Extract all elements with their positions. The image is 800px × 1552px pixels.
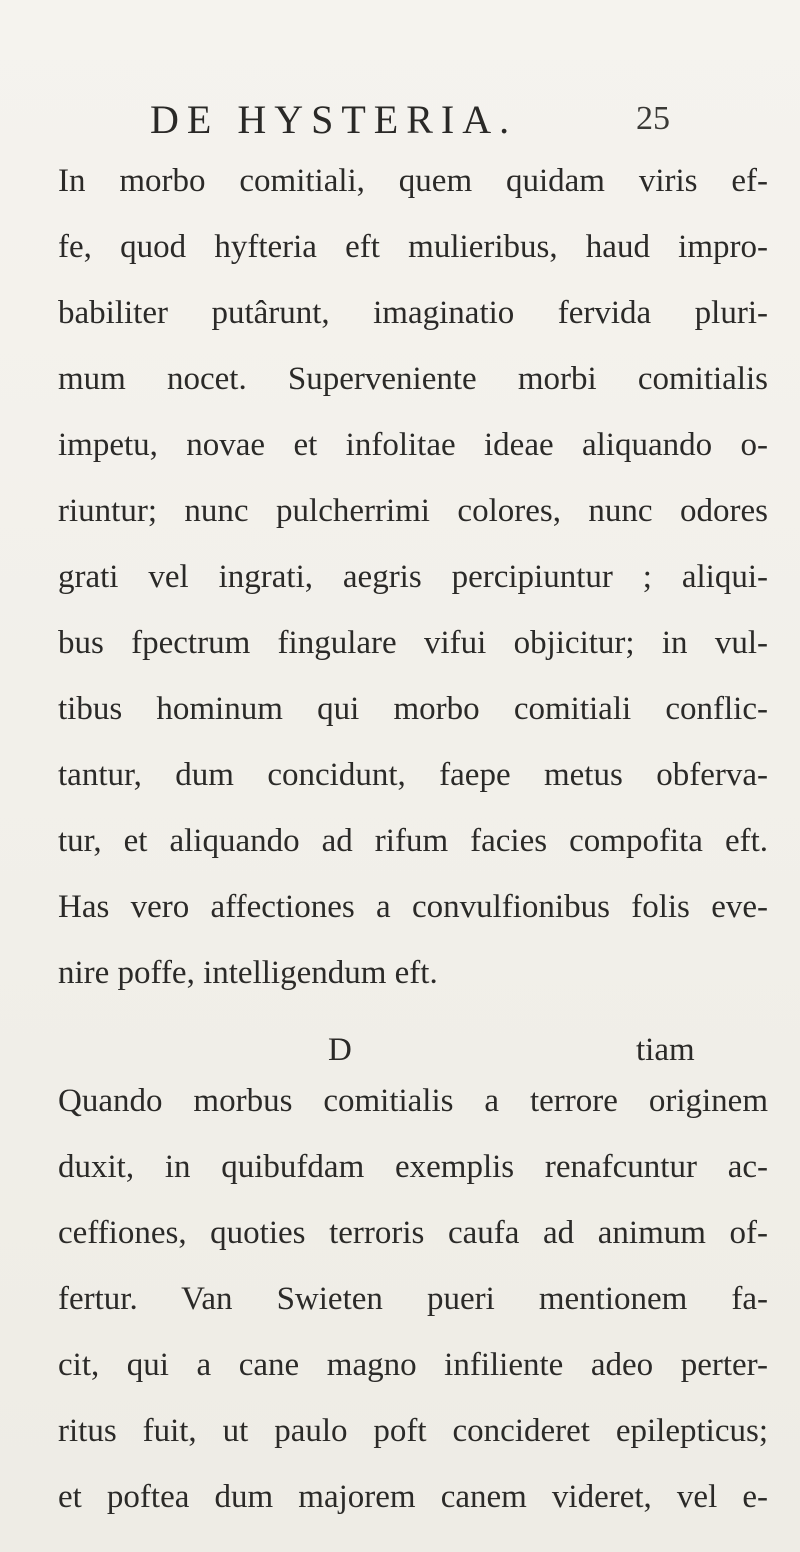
text-line: tantur, dum concidunt, faepe metus obferva- — [58, 757, 768, 793]
text-line: mum nocet. Superveniente morbi comitialis — [58, 361, 768, 397]
text-line: fertur. Van Swieten pueri mentionem fa- — [58, 1281, 768, 1317]
text-line: In morbo comitiali, quem quidam viris ef- — [58, 163, 768, 199]
text-line: impetu, novae et infolitae ideae aliquando o- — [58, 427, 768, 463]
catchword: tiam — [636, 1032, 695, 1068]
running-title: DE HYSTERIA. — [150, 97, 518, 142]
text-line: duxit, in quibufdam exemplis renafcuntur ac- — [58, 1149, 768, 1185]
text-line: riuntur; nunc pulcherrimi colores, nunc odores — [58, 493, 768, 529]
text-line: nire poffe, intelligendum eft. — [58, 955, 438, 991]
page-number: 25 — [636, 100, 670, 137]
text-line: tur, et aliquando ad rifum facies compofita eft. — [58, 823, 768, 859]
paragraph-1 — [58, 148, 768, 1006]
text-line: Has vero affectiones a convulfionibus folis eve- — [58, 889, 768, 925]
text-line: et poftea dum majorem canem videret, vel e- — [58, 1479, 768, 1515]
text-line: ceffiones, quoties terroris caufa ad animum of- — [58, 1215, 768, 1251]
body-text — [58, 148, 768, 1530]
text-line: Quando morbus comitialis a terrore originem — [58, 1083, 768, 1119]
text-line: bus fpectrum fingulare vifui objicitur; in vul- — [58, 625, 768, 661]
text-line: cit, qui a cane magno infiliente adeo perter- — [58, 1347, 768, 1383]
text-line: grati vel ingrati, aegris percipiuntur ; aliqui- — [58, 559, 768, 595]
paragraph-2 — [58, 1068, 768, 1530]
text-line: ritus fuit, ut paulo poft concideret epilepticus; — [58, 1413, 768, 1449]
text-line: babiliter putârunt, imaginatio fervida pluri- — [58, 295, 768, 331]
text-line: tibus hominum qui morbo comitiali conflic- — [58, 691, 768, 727]
text-line: fe, quod hyfteria eft mulieribus, haud impro- — [58, 229, 768, 265]
signature-mark: D — [328, 1032, 352, 1068]
